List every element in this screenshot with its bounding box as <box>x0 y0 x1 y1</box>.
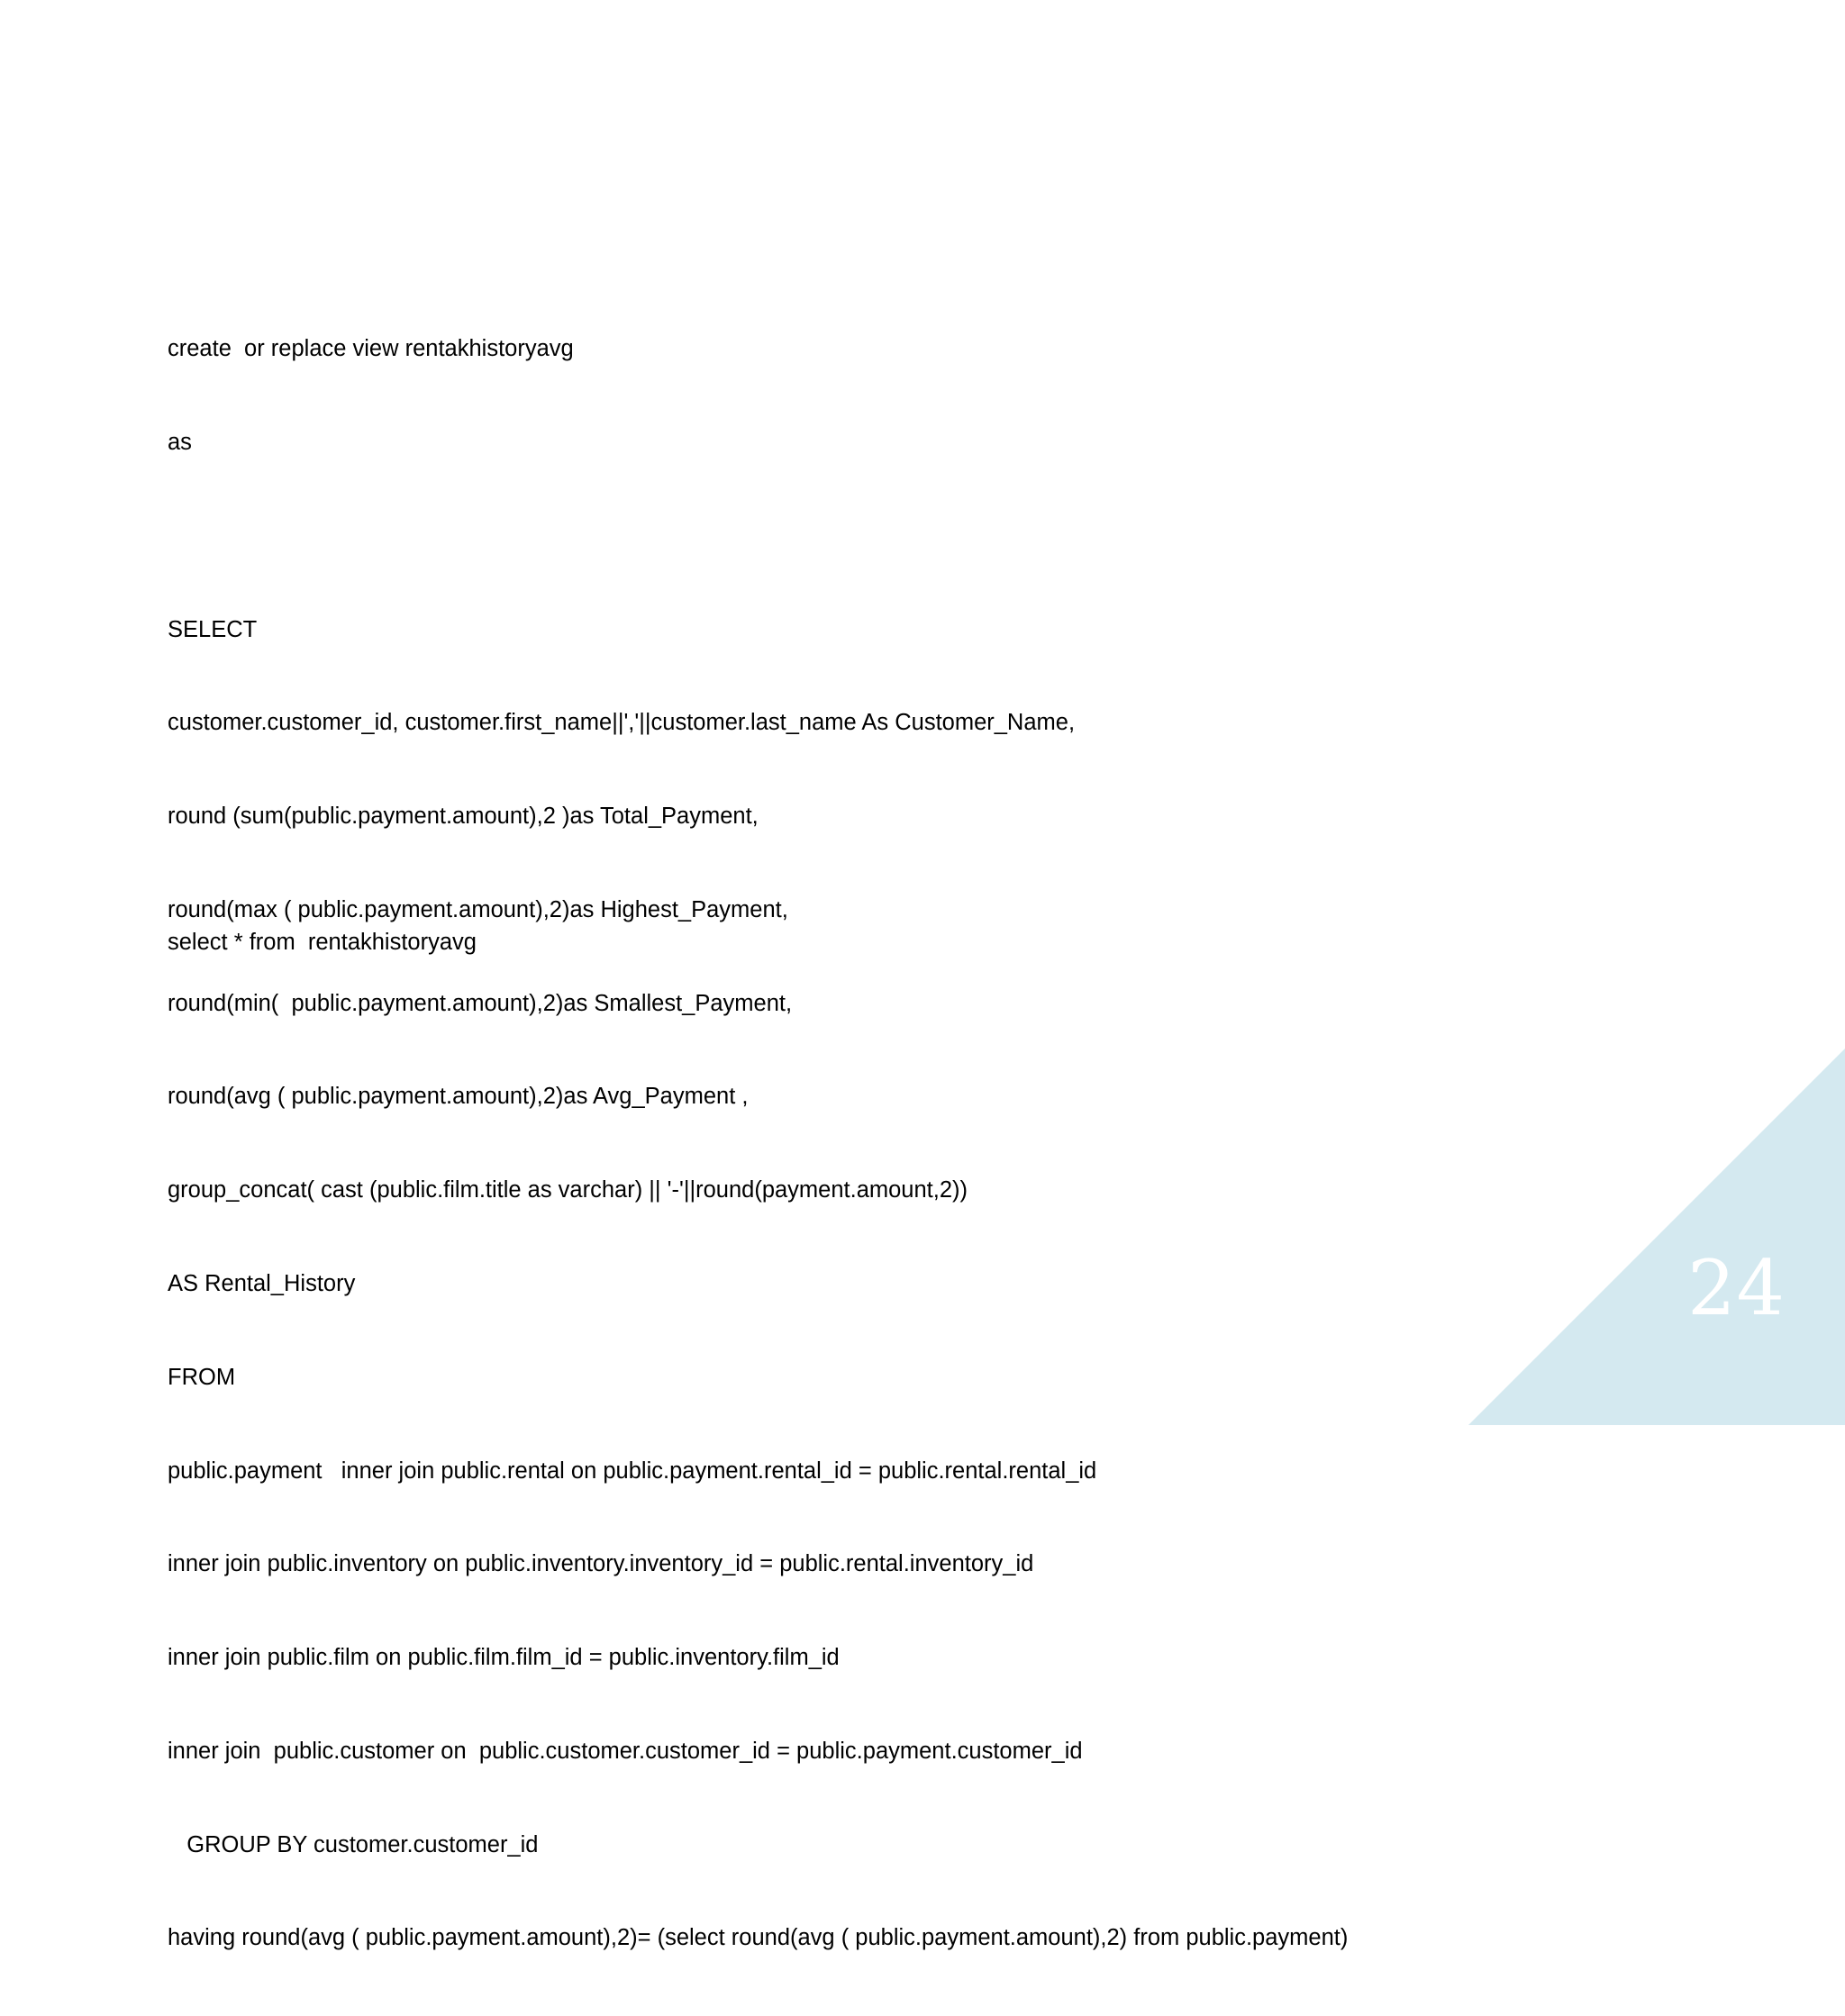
code-line: inner join public.film on public.film.film_id = public.inventory.film_id <box>168 1645 840 1671</box>
page-number: 24 <box>1687 1244 1786 1332</box>
corner-accent-triangle <box>1468 1049 1845 1425</box>
code-line: public.payment inner join public.rental on public.payment.rental_id = public.rental.rental_id <box>168 1458 1097 1484</box>
code-line: round(min( public.payment.amount),2)as Smallest_Payment, <box>168 990 793 1016</box>
code-line: as <box>168 429 192 455</box>
code-line: create or replace view rentakhistoryavg <box>168 336 574 362</box>
code-line <box>168 521 1348 552</box>
code-line: GROUP BY customer.customer_id <box>168 1831 539 1857</box>
code-line: AS Rental_History <box>168 1271 356 1296</box>
code-line: having round(avg ( public.payment.amount),2)= (select round(avg ( public.payment.amount),2) from public.payment) <box>168 1925 1349 1951</box>
code-line: round (sum(public.payment.amount),2 )as Total_Payment, <box>168 804 759 830</box>
code-line: FROM <box>168 1364 236 1390</box>
code-line: round(max ( public.payment.amount),2)as Highest_Payment, <box>168 896 788 922</box>
code-line: group_concat( cast (public.film.title as varchar) || '-'||round(payment.amount,2)) <box>168 1177 968 1203</box>
code-line: inner join public.customer on public.customer.customer_id = public.payment.customer_id <box>168 1738 1083 1764</box>
code-line: inner join public.inventory on public.inventory.inventory_id = public.rental.inventory_id <box>168 1551 1034 1577</box>
code-line: SELECT <box>168 616 258 642</box>
select-query-text: select * from rentakhistoryavg <box>168 930 477 955</box>
sql-code-block <box>168 271 1348 2016</box>
code-line: round(avg ( public.payment.amount),2)as Avg_Payment , <box>168 1084 749 1110</box>
code-line: customer.customer_id, customer.first_name||','||customer.last_name As Customer_Name, <box>168 710 1076 736</box>
